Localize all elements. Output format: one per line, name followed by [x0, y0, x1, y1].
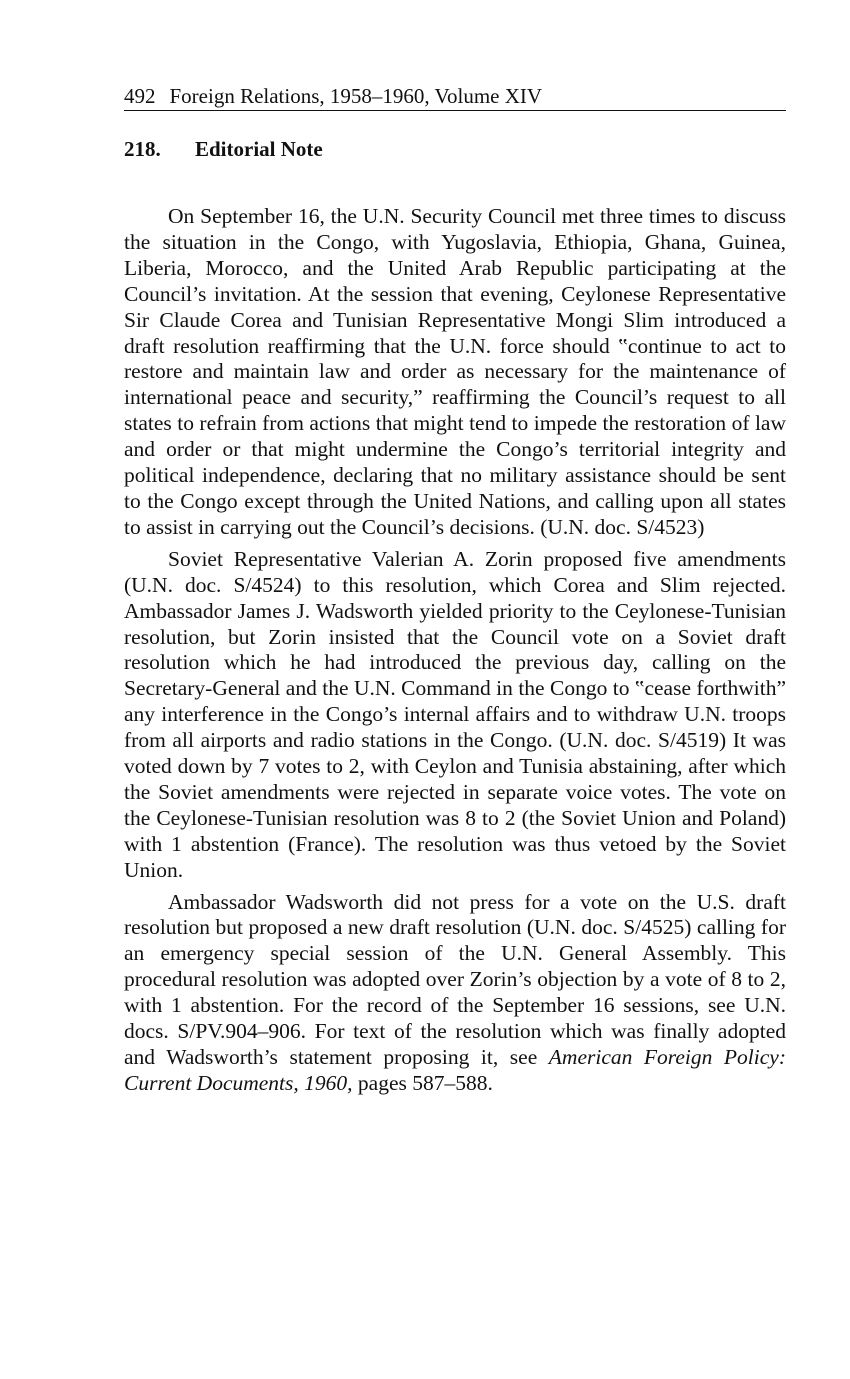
- document-title: Editorial Note: [195, 137, 323, 161]
- paragraph-3-text: Ambassador Wadsworth did not press for a vote on the U.S. draft resolution but proposed a new draft resolution (U.N. doc. S/4525) calling for an emergency special session of the U.N. General Assembly. This procedural resolution was adopted over Zorin’s objection by a vote of 8 to 2, with 1 abstention. For the record of the September 16 sessions, see U.N. docs. S/PV.904–906. For text of the resolution which was finally adopted and Wadsworth’s statement proposing it, see: [124, 889, 786, 1069]
- citation-title: American Foreign Policy: Current Documents, 1960,: [124, 1045, 786, 1095]
- page-number: 492: [124, 84, 156, 108]
- document-heading: [124, 134, 323, 164]
- editorial-note-body: [124, 204, 786, 1097]
- citation-pages: pages 587–588.: [352, 1070, 493, 1095]
- paragraph-3: [124, 890, 786, 1097]
- running-header: [124, 82, 786, 111]
- document-number: 218.: [124, 137, 161, 161]
- paragraph-2: Soviet Representative Valerian A. Zorin proposed five amendments (U.N. doc. S/4524) to this resolution, which Corea and Slim rejected. Ambassador James J. Wadsworth yielded priority to the Ceylonese-Tunisian resolution, but Zorin insisted that the Council vote on a Soviet draft resolution which he had introduced the previous day, calling on the Secretary-General and the U.N. Command in the Congo to ‟cease forthwith” any interference in the Congo’s internal affairs and to withdraw U.N. troops from all airports and radio stations in the Congo. (U.N. doc. S/4519) It was voted down by 7 votes to 2, with Ceylon and Tunisia abstaining, after which the Soviet amendments were rejected in separate voice votes. The vote on the Ceylonese-Tunisian resolution was 8 to 2 (the Soviet Union and Poland) with 1 abstention (France). The resolution was thus vetoed by the Soviet Union.: [124, 546, 786, 882]
- running-title: Foreign Relations, 1958–1960, Volume XIV: [169, 84, 543, 108]
- paragraph-1: On September 16, the U.N. Security Council met three times to discuss the situation in the Congo, with Yugoslavia, Ethiopia, Ghana, Guinea, Liberia, Morocco, and the United Arab Republic participating at the Council’s invitation. At the session that evening, Ceylonese Representative Sir Claude Corea and Tunisian Representative Mongi Slim introduced a draft resolution reaffirming that the U.N. force should ‟continue to act to restore and maintain law and order as necessary for the maintenance of international peace and security,” reaffirming the Council’s request to all states to refrain from actions that might tend to impede the restoration of law and order or that might undermine the Congo’s territorial integrity and political independence, declaring that no military assistance should be sent to the Congo except through the United Nations, and calling upon all states to assist in carrying out the Council’s decisions. (U.N. doc. S/4523): [124, 204, 786, 539]
